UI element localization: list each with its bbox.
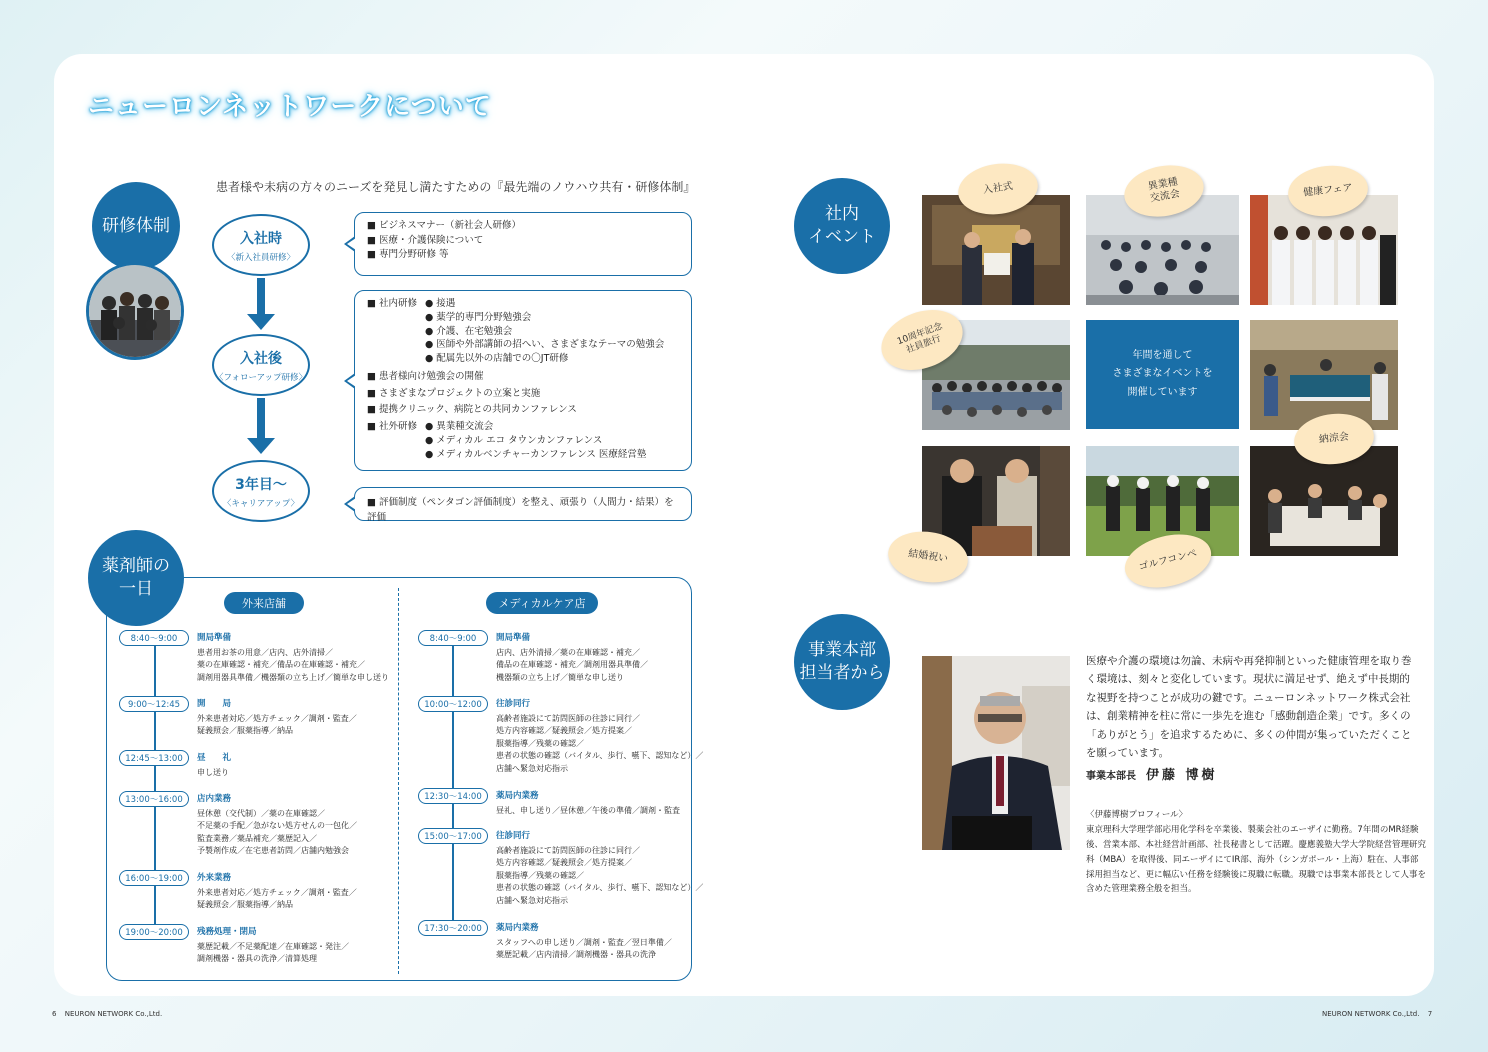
schedule-line: 店舗へ緊急対応指示 xyxy=(496,763,568,773)
schedule-lines xyxy=(496,937,672,962)
list-item: ● 異業種交流会 xyxy=(425,421,494,433)
schedule-time: 9:00〜12:45 xyxy=(119,696,189,712)
training-box-career xyxy=(354,487,692,521)
schedule-line: 外来患者対応／処方チェック／調剤・監査／ xyxy=(197,888,357,897)
step-join-title: 入社時 xyxy=(240,230,282,247)
step-after-title: 入社後 xyxy=(240,350,282,367)
event-tag-wedding: 結婚祝い xyxy=(885,527,971,588)
schedule-line: 店内、店外清掃／薬の在庫確認・補充／ xyxy=(496,648,640,657)
list-item: ■ 専門分野研修 等 xyxy=(367,249,449,261)
schedule-entry xyxy=(119,791,379,856)
schedule-line: 高齢者施設にて訪問医師の往診に同行／ xyxy=(496,846,640,855)
list-item: ■ 提携クリニック、病院との共同カンファレンス xyxy=(367,404,577,416)
page-number-left: 6 xyxy=(52,1010,57,1018)
event-tag-cross-industry: 異業種 交流会 xyxy=(1120,159,1207,222)
schedule-heading: 開局準備 xyxy=(197,633,232,643)
schedule-lines xyxy=(197,647,389,684)
schedule-line: 調剤機器・器具の洗浄／清算処理 xyxy=(197,954,317,964)
schedule-line: 昼休憩（交代制）／薬の在庫確認／ xyxy=(197,809,325,818)
company-name-left: NEURON NETWORK Co.,Ltd. xyxy=(64,1010,163,1018)
schedule-line: 疑義照会／服薬指導／納品 xyxy=(197,900,293,910)
schedule-line: 患者用お茶の用意／店内、店外清掃／ xyxy=(197,648,333,657)
arrow-down-icon xyxy=(257,398,265,440)
schedule-lines xyxy=(496,647,648,684)
schedule-time: 10:00〜12:00 xyxy=(418,696,488,712)
schedule-heading: 残務処理・閉局 xyxy=(197,927,257,937)
list-item: ■ さまざまなプロジェクトの立案と実施 xyxy=(367,387,541,399)
schedule-line: 薬歴記載／不足薬配達／在庫確認・発注／ xyxy=(197,942,349,951)
schedule-heading: 薬局内業務 xyxy=(496,791,539,801)
step-join-sub: 〈新入社員研修〉 xyxy=(226,252,295,263)
schedule-entry xyxy=(119,630,389,690)
company-name-right: NEURON NETWORK Co.,Ltd. xyxy=(1322,1010,1420,1018)
event-photo-summer-party xyxy=(1250,320,1398,430)
list-item: ● 接遇 xyxy=(425,298,456,309)
schedule-entry xyxy=(418,696,704,773)
list-item: ■ 医療・介護保険について xyxy=(367,234,484,246)
schedule-entry xyxy=(119,870,379,930)
schedule-lines xyxy=(496,845,703,907)
director-portrait xyxy=(922,656,1070,850)
step-after-sub: 〈フォローアップ研修〉 xyxy=(214,372,308,383)
list-item: ● 配属先以外の店舗での〇JT研修 xyxy=(425,353,569,365)
medical-care-store-header: メディカルケア店 xyxy=(486,592,598,614)
list-item: ● 介護、在宅勉強会 xyxy=(425,325,513,337)
outpatient-store-header: 外来店舗 xyxy=(224,592,304,614)
schedule-line: 申し送り xyxy=(197,768,229,777)
schedule-time: 15:00〜17:00 xyxy=(418,828,488,844)
schedule-line: 高齢者施設にて訪問医師の往診に同行／ xyxy=(496,714,640,723)
schedule-line: 処方内容確認／疑義照会／処方提案／ xyxy=(496,858,632,868)
schedule-lines xyxy=(197,887,357,912)
list-item: ■ 患者様向け勉強会の開催 xyxy=(367,370,484,382)
training-group-photo xyxy=(86,262,184,360)
event-tag-entrance: 入社式 xyxy=(955,159,1041,220)
inhouse-label: ■ 社内研修 xyxy=(367,298,417,309)
step-join xyxy=(212,214,310,276)
events-center-text: 年間を通して さまざまなイベントを 開催しています xyxy=(1112,349,1213,398)
message-label-text: 事業本部 担当者から xyxy=(799,640,885,683)
schedule-time: 8:40〜9:00 xyxy=(119,630,189,646)
step-after xyxy=(212,334,310,396)
list-item: ● メディカルベンチャーカンファレンス 医療経営塾 xyxy=(425,448,647,460)
list-item: ■ 評価制度（ペンタゴン評価制度）を整え、頑張り（人間力・結果）を評価 xyxy=(367,497,674,523)
list-item: ● 薬学的専門分野勉強会 xyxy=(425,311,532,323)
events-center-box xyxy=(1086,320,1239,429)
day-circle-label xyxy=(88,530,184,626)
schedule-heading: 往診同行 xyxy=(496,699,531,709)
schedule-line: 疑義照会／服薬指導／納品 xyxy=(197,726,293,736)
schedule-entry xyxy=(418,920,678,980)
schedule-time: 13:00〜16:00 xyxy=(119,791,189,807)
event-tag-health-fair: 健康フェア xyxy=(1286,162,1371,220)
training-label-text: 研修体制 xyxy=(102,215,170,236)
schedule-line: 監査業務／薬品補充／薬歴記入／ xyxy=(197,833,317,843)
page-title: ニューロンネットワークについて xyxy=(88,92,492,122)
schedule-time: 16:00〜19:00 xyxy=(119,870,189,886)
signer-title: 事業本部長 xyxy=(1086,771,1136,782)
footer-left xyxy=(52,1010,162,1018)
schedule-lines xyxy=(197,713,357,738)
schedule-line: 服薬指導／残薬の確認／ xyxy=(496,870,584,880)
schedule-heading: 薬局内業務 xyxy=(496,923,539,933)
page-number-right: 7 xyxy=(1427,1010,1433,1018)
schedule-entry xyxy=(119,924,379,984)
schedule-heading: 開 局 xyxy=(197,699,232,709)
events-circle-label xyxy=(794,178,890,274)
schedule-time: 12:45〜13:00 xyxy=(119,750,189,766)
events-label-text: 社内 イベント xyxy=(808,204,876,247)
training-circle-label xyxy=(92,182,180,270)
schedule-lines xyxy=(197,767,229,779)
step-career-title: 3年目〜 xyxy=(235,476,287,493)
event-tag-trip: 10周年記念 社員旅行 xyxy=(873,299,971,380)
signer xyxy=(1086,764,1218,783)
profile-body: 東京理科大学理学部応用化学科を卒業後、製薬会社のエーザイに勤務。7年間のMR経験後、営業本部、本社経営計画部、社長秘書として活躍。慶應義塾大学大学院経営管理研究科（MBA）を取得後、同エーザイにてIR部、海外（シンガポール・上海）駐在、人事部採用担当など、更に幅広い任務を経験後に現職に転職。現職では事業本部長として人事を含めた管理業務全般を担当。 xyxy=(1086,824,1427,895)
profile-head: 〈伊藤博樹プロフィール〉 xyxy=(1086,810,1188,820)
schedule-lines xyxy=(496,713,703,775)
schedule-heading: 開局準備 xyxy=(496,633,531,643)
schedule-divider xyxy=(398,588,399,974)
list-item: ● 医師や外部講師の招へい、さまざまなテーマの勉強会 xyxy=(425,339,665,351)
event-tag-summer-party: 納涼会 xyxy=(1292,410,1377,468)
schedule-line: 薬歴記載／店内清掃／調剤機器・器具の洗浄 xyxy=(496,950,656,960)
step-career-sub: 〈キャリアアップ〉 xyxy=(222,498,300,509)
schedule-lines xyxy=(197,808,357,858)
schedule-line: 昼礼、申し送り／昼休憩／午後の準備／調剤・監査 xyxy=(496,806,680,815)
message-circle-label xyxy=(794,614,890,710)
message-body: 医療や介護の環境は勿論、未病や再発抑制といった健康管理を取り巻く環境は、刻々と変化しています。現状に満足せず、絶えず中長期的な視野を持つことが成功の鍵です。ニューロンネットワーク株式会社は、創業精神を柱に常に一歩先を進む「感動創造企業」です。多くの「ありがとう」を追求するために、多くの仲間が集っていただくことを願っています。 xyxy=(1086,655,1412,759)
schedule-heading: 店内業務 xyxy=(197,794,232,804)
schedule-line: 患者の状態の確認（バイタル、歩行、嚥下、認知など）／ xyxy=(496,883,704,893)
list-item: ● メディカル エコ タウンカンファレンス xyxy=(425,434,603,446)
schedule-line: 店舗へ緊急対応指示 xyxy=(496,895,568,905)
schedule-line: 備品の在庫確認・補充／調剤用器具準備／ xyxy=(496,660,648,670)
step-career xyxy=(212,460,310,522)
schedule-heading: 外来業務 xyxy=(197,873,232,883)
schedule-line: 服薬指導／残薬の確認／ xyxy=(496,738,584,748)
schedule-time: 12:30〜14:00 xyxy=(418,788,488,804)
schedule-time: 17:30〜20:00 xyxy=(418,920,488,936)
schedule-entry xyxy=(418,630,678,690)
signer-name: 伊藤 博樹 xyxy=(1146,768,1218,783)
schedule-time: 19:00〜20:00 xyxy=(119,924,189,940)
schedule-line: 調剤用器具準備／機器類の立ち上げ／簡単な申し送り xyxy=(197,672,389,682)
schedule-line: 不足薬の手配／急がない処方せんの一包化／ xyxy=(197,821,357,831)
schedule-line: 患者の状態の確認（バイタル、歩行、嚥下、認知など）／ xyxy=(496,751,704,761)
schedule-line: 処方内容確認／疑義照会／処方提案／ xyxy=(496,726,632,736)
schedule-lines xyxy=(496,805,680,817)
schedule-line: 薬の在庫確認・補充／備品の在庫確認・補充／ xyxy=(197,660,365,670)
schedule-line: 外来患者対応／処方チェック／調剤・監査／ xyxy=(197,714,357,723)
profile xyxy=(1086,808,1426,897)
schedule-line: 予製剤作成／在宅患者訪問／店舗内勉強会 xyxy=(197,846,349,856)
event-tag-golf: ゴルフコンペ xyxy=(1119,526,1216,596)
list-item: ■ ビジネスマナー（新社会人研修） xyxy=(367,220,522,231)
training-box-after xyxy=(354,290,692,471)
schedule-line: スタッフへの申し送り／調剤・監査／翌日準備／ xyxy=(496,938,672,947)
schedule-heading: 往診同行 xyxy=(496,831,531,841)
footer-right xyxy=(1322,1010,1432,1018)
schedule-time: 8:40〜9:00 xyxy=(418,630,488,646)
schedule-heading: 昼 礼 xyxy=(197,753,232,763)
schedule-lines xyxy=(197,941,349,966)
schedule-line: 機器類の立ち上げ／簡単な申し送り xyxy=(496,672,624,682)
schedule-entry xyxy=(418,828,704,905)
schedule-entry xyxy=(119,696,379,756)
arrow-down-icon xyxy=(257,278,265,316)
day-label-text: 薬剤師の 一日 xyxy=(102,556,170,599)
training-tagline: 患者様や未病の方々のニーズを発見し満たすための『最先端のノウハウ共有・研修体制』 xyxy=(216,180,696,194)
training-box-join xyxy=(354,212,692,276)
external-label: ■ 社外研修 xyxy=(367,421,417,433)
